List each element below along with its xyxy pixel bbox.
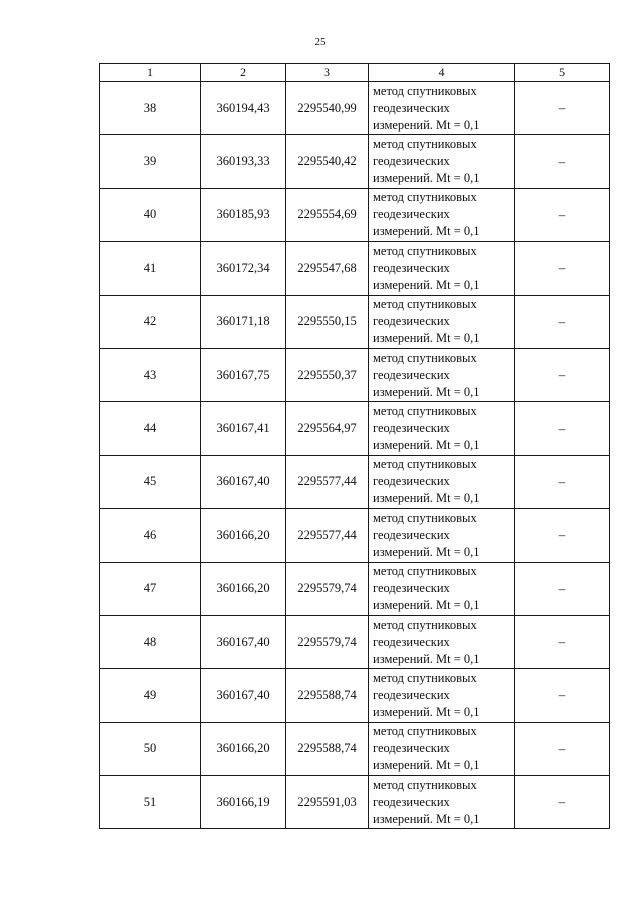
point-number-cell: 42 — [100, 295, 201, 348]
method-line-1: метод спутниковых — [373, 83, 477, 98]
method-line-2: геодезических — [373, 207, 450, 222]
method-line-3: измерений. Mt = 0,1 — [373, 758, 480, 773]
point-number-cell: 38 — [100, 82, 201, 135]
method-line-1: метод спутниковых — [373, 777, 477, 792]
table-row — [100, 135, 610, 188]
table-row — [100, 188, 610, 241]
method-line-2: геодезических — [373, 154, 450, 169]
method-line-2: геодезических — [373, 741, 450, 756]
point-number-cell: 40 — [100, 188, 201, 241]
note-cell: – — [515, 722, 610, 775]
y-coordinate-cell: 2295577,44 — [286, 455, 369, 508]
x-coordinate-cell: 360194,43 — [201, 82, 286, 135]
table-row — [100, 295, 610, 348]
note-cell: – — [515, 135, 610, 188]
table-row — [100, 615, 610, 668]
point-number-cell: 46 — [100, 509, 201, 562]
method-line-3: измерений. Mt = 0,1 — [373, 491, 480, 506]
note-cell: – — [515, 188, 610, 241]
method-cell — [369, 562, 515, 615]
method-line-1: метод спутниковых — [373, 457, 477, 472]
method-line-2: геодезических — [373, 260, 450, 275]
method-line-3: измерений. Mt = 0,1 — [373, 171, 480, 186]
note-cell: – — [515, 669, 610, 722]
method-line-3: измерений. Mt = 0,1 — [373, 224, 480, 239]
method-line-2: геодезических — [373, 794, 450, 809]
table-row — [100, 776, 610, 829]
method-line-3: измерений. Mt = 0,1 — [373, 277, 480, 292]
method-line-3: измерений. Mt = 0,1 — [373, 384, 480, 399]
method-line-1: метод спутниковых — [373, 564, 477, 579]
method-line-3: измерений. Mt = 0,1 — [373, 117, 480, 132]
y-coordinate-cell: 2295550,15 — [286, 295, 369, 348]
note-cell: – — [515, 82, 610, 135]
point-number-cell: 47 — [100, 562, 201, 615]
point-number-cell: 51 — [100, 776, 201, 829]
table-row — [100, 669, 610, 722]
note-cell: – — [515, 455, 610, 508]
x-coordinate-cell: 360167,40 — [201, 669, 286, 722]
point-number-cell: 49 — [100, 669, 201, 722]
method-line-2: геодезических — [373, 421, 450, 436]
y-coordinate-cell: 2295579,74 — [286, 615, 369, 668]
column-header-2: 2 — [201, 64, 286, 82]
x-coordinate-cell: 360171,18 — [201, 295, 286, 348]
point-number-cell: 43 — [100, 348, 201, 401]
method-line-1: метод спутниковых — [373, 670, 477, 685]
y-coordinate-cell: 2295554,69 — [286, 188, 369, 241]
method-line-1: метод спутниковых — [373, 297, 477, 312]
method-line-3: измерений. Mt = 0,1 — [373, 438, 480, 453]
x-coordinate-cell: 360166,20 — [201, 562, 286, 615]
method-cell — [369, 722, 515, 775]
method-cell — [369, 776, 515, 829]
table-row — [100, 82, 610, 135]
note-cell: – — [515, 509, 610, 562]
method-line-3: измерений. Mt = 0,1 — [373, 651, 480, 666]
y-coordinate-cell: 2295547,68 — [286, 242, 369, 295]
method-line-2: геодезических — [373, 687, 450, 702]
x-coordinate-cell: 360167,40 — [201, 615, 286, 668]
method-line-3: измерений. Mt = 0,1 — [373, 811, 480, 826]
y-coordinate-cell: 2295591,03 — [286, 776, 369, 829]
note-cell: – — [515, 776, 610, 829]
method-line-1: метод спутниковых — [373, 404, 477, 419]
table-row — [100, 722, 610, 775]
point-number-cell: 39 — [100, 135, 201, 188]
y-coordinate-cell: 2295540,42 — [286, 135, 369, 188]
method-cell — [369, 509, 515, 562]
table-row — [100, 455, 610, 508]
method-line-1: метод спутниковых — [373, 137, 477, 152]
method-cell — [369, 295, 515, 348]
method-line-2: геодезических — [373, 314, 450, 329]
x-coordinate-cell: 360166,20 — [201, 509, 286, 562]
note-cell: – — [515, 242, 610, 295]
x-coordinate-cell: 360185,93 — [201, 188, 286, 241]
point-number-cell: 44 — [100, 402, 201, 455]
x-coordinate-cell: 360167,40 — [201, 455, 286, 508]
y-coordinate-cell: 2295540,99 — [286, 82, 369, 135]
method-line-2: геодезических — [373, 474, 450, 489]
column-header-5: 5 — [515, 64, 610, 82]
method-line-1: метод спутниковых — [373, 350, 477, 365]
method-cell — [369, 402, 515, 455]
point-number-cell: 45 — [100, 455, 201, 508]
method-cell — [369, 242, 515, 295]
column-header-1: 1 — [100, 64, 201, 82]
y-coordinate-cell: 2295577,44 — [286, 509, 369, 562]
note-cell: – — [515, 562, 610, 615]
x-coordinate-cell: 360172,34 — [201, 242, 286, 295]
y-coordinate-cell: 2295579,74 — [286, 562, 369, 615]
method-line-3: измерений. Mt = 0,1 — [373, 598, 480, 613]
method-cell — [369, 188, 515, 241]
table-row — [100, 509, 610, 562]
column-header-3: 3 — [286, 64, 369, 82]
method-cell — [369, 135, 515, 188]
y-coordinate-cell: 2295588,74 — [286, 722, 369, 775]
method-line-1: метод спутниковых — [373, 724, 477, 739]
table-header-row — [100, 64, 610, 82]
method-line-2: геодезических — [373, 634, 450, 649]
method-cell — [369, 455, 515, 508]
method-line-2: геодезических — [373, 367, 450, 382]
method-line-1: метод спутниковых — [373, 243, 477, 258]
coordinates-table — [99, 63, 610, 829]
column-header-4: 4 — [369, 64, 515, 82]
method-line-3: измерений. Mt = 0,1 — [373, 544, 480, 559]
y-coordinate-cell: 2295588,74 — [286, 669, 369, 722]
method-cell — [369, 669, 515, 722]
point-number-cell: 50 — [100, 722, 201, 775]
point-number-cell: 48 — [100, 615, 201, 668]
note-cell: – — [515, 402, 610, 455]
method-cell — [369, 82, 515, 135]
table-row — [100, 242, 610, 295]
method-line-3: измерений. Mt = 0,1 — [373, 331, 480, 346]
x-coordinate-cell: 360166,20 — [201, 722, 286, 775]
method-cell — [369, 348, 515, 401]
note-cell: – — [515, 295, 610, 348]
x-coordinate-cell: 360193,33 — [201, 135, 286, 188]
note-cell: – — [515, 615, 610, 668]
method-line-2: геодезических — [373, 527, 450, 542]
method-cell — [369, 615, 515, 668]
point-number-cell: 41 — [100, 242, 201, 295]
method-line-3: измерений. Mt = 0,1 — [373, 704, 480, 719]
y-coordinate-cell: 2295550,37 — [286, 348, 369, 401]
note-cell: – — [515, 348, 610, 401]
page-number: 25 — [314, 36, 326, 48]
x-coordinate-cell: 360167,41 — [201, 402, 286, 455]
method-line-2: геодезических — [373, 581, 450, 596]
method-line-1: метод спутниковых — [373, 190, 477, 205]
table-row — [100, 402, 610, 455]
method-line-1: метод спутниковых — [373, 617, 477, 632]
method-line-1: метод спутниковых — [373, 510, 477, 525]
x-coordinate-cell: 360167,75 — [201, 348, 286, 401]
x-coordinate-cell: 360166,19 — [201, 776, 286, 829]
table-row — [100, 562, 610, 615]
method-line-2: геодезических — [373, 100, 450, 115]
y-coordinate-cell: 2295564,97 — [286, 402, 369, 455]
table-row — [100, 348, 610, 401]
